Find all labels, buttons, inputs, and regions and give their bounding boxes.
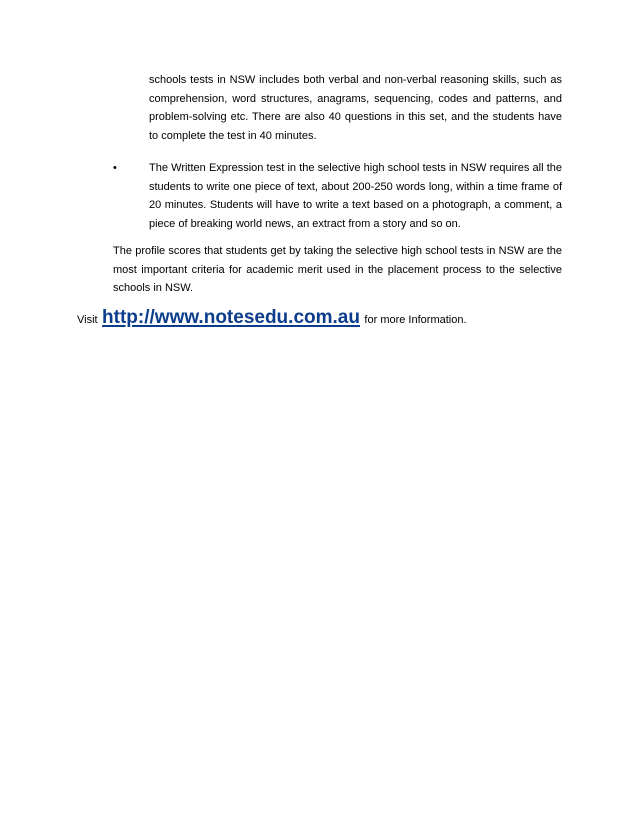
visit-line (77, 307, 562, 329)
website-link[interactable]: http://www.notesedu.com.au (102, 307, 360, 328)
continued-paragraph: schools tests in NSW includes both verbal and non-verbal reasoning skills, such as comprehension, word structures, anagrams, sequencing, codes and patterns, and problem-solving etc. There are also 40 questions in this set, and the students have to complete the test in 40 minutes. (149, 74, 562, 142)
bullet-icon: • (113, 162, 117, 174)
visit-prefix: Visit (77, 314, 98, 326)
bullet-item-text: The Written Expression test in the selective high school tests in NSW requires all the students to write one piece of text, about 200-250 words long, within a time frame of 20 minutes. Students will have to write a text based on a photograph, a comment, a piece of breaking world news, an extract from a story and so on. (149, 162, 562, 230)
visit-suffix: for more Information. (364, 314, 467, 326)
profile-scores-paragraph: The profile scores that students get by taking the selective high school tests in NSW are the most important criteria for academic merit used in the placement process to the selective schools in NSW. (113, 245, 562, 294)
